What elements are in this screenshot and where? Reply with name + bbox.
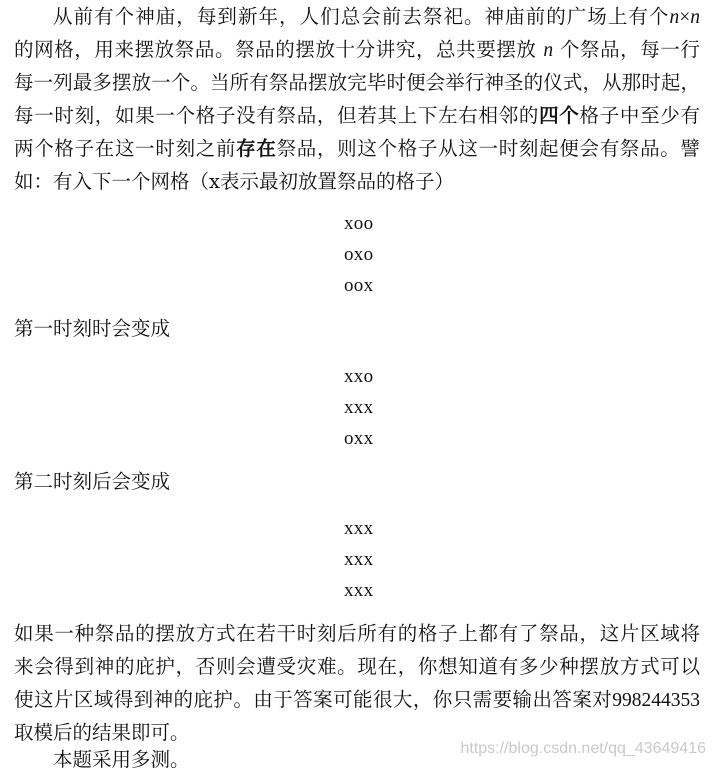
text-run: 两个格子在这一时刻之前 xyxy=(14,137,237,160)
grid-initial-row-3: oox xyxy=(344,275,374,296)
text-run: 格子中至少有 xyxy=(579,104,700,127)
text-run: 从前有个神庙，每到新年，人们总会前去祭祀。神庙前的广场上有个 xyxy=(53,5,670,28)
var-n: n xyxy=(669,7,680,28)
problem2-line-2: 来会得到神的庇护，否则会遭受灾难。现在，你想知道有多少种摆放方式可以 xyxy=(14,655,700,678)
grid-step2-row-2: xxx xyxy=(344,549,374,570)
times-symbol: × xyxy=(679,7,691,28)
problem-line-6: 如：有入下一个网格（x表示最初放置祭品的格子） xyxy=(14,170,454,193)
problem2-line-3 xyxy=(14,688,700,713)
grid-step1-row-3: oxx xyxy=(344,428,374,449)
problem2-line-4: 取模后的结果即可。 xyxy=(14,721,190,744)
grid-step1-row-2: xxx xyxy=(344,397,374,418)
multi-test-note: 本题采用多测。 xyxy=(53,748,190,771)
text-run: 个祭品，每一行 xyxy=(559,38,700,61)
problem-line-4 xyxy=(14,104,700,128)
grid-step2-row-1: xxx xyxy=(344,518,374,539)
text-run: 祭品，则这个格子从这一时刻起便会有祭品。譬 xyxy=(276,137,700,160)
emphasis-exist: 存在 xyxy=(236,137,277,160)
var-n: n xyxy=(690,7,700,28)
text-run: 的网格，用来摆放祭品。祭品的摆放十分讲究，总共要摆放 xyxy=(14,38,537,61)
grid-initial-row-2: oxo xyxy=(344,244,374,265)
problem-line-5 xyxy=(14,137,700,161)
problem-line-3: 每一列最多摆放一个。当所有祭品摆放完毕时便会举行神圣的仪式，从那时起， xyxy=(14,71,700,94)
grid-step2-row-3: xxx xyxy=(344,580,374,601)
step1-label: 第一时刻时会变成 xyxy=(14,317,171,340)
watermark: https://blog.csdn.net/qq_43649416 xyxy=(460,740,706,757)
emphasis-four: 四个 xyxy=(539,104,580,127)
problem2-line-1: 如果一种祭品的摆放方式在若干时刻后所有的格子上都有了祭品，这片区域将 xyxy=(14,622,700,645)
grid-initial-row-1: xoo xyxy=(344,213,374,234)
var-n: n xyxy=(543,40,554,61)
problem-line-1 xyxy=(53,5,700,30)
modulus-number: 998244353 xyxy=(612,690,700,711)
grid-step1-row-1: xxo xyxy=(344,366,374,387)
text-run: 使这片区域得到神的庇护。由于答案可能很大，你只需要输出答案对 xyxy=(14,688,613,711)
problem-line-2 xyxy=(14,38,700,63)
text-run: 每一时刻，如果一个格子没有祭品，但若其上下左右相邻的 xyxy=(14,104,540,127)
step2-label: 第二时刻后会变成 xyxy=(14,470,171,493)
